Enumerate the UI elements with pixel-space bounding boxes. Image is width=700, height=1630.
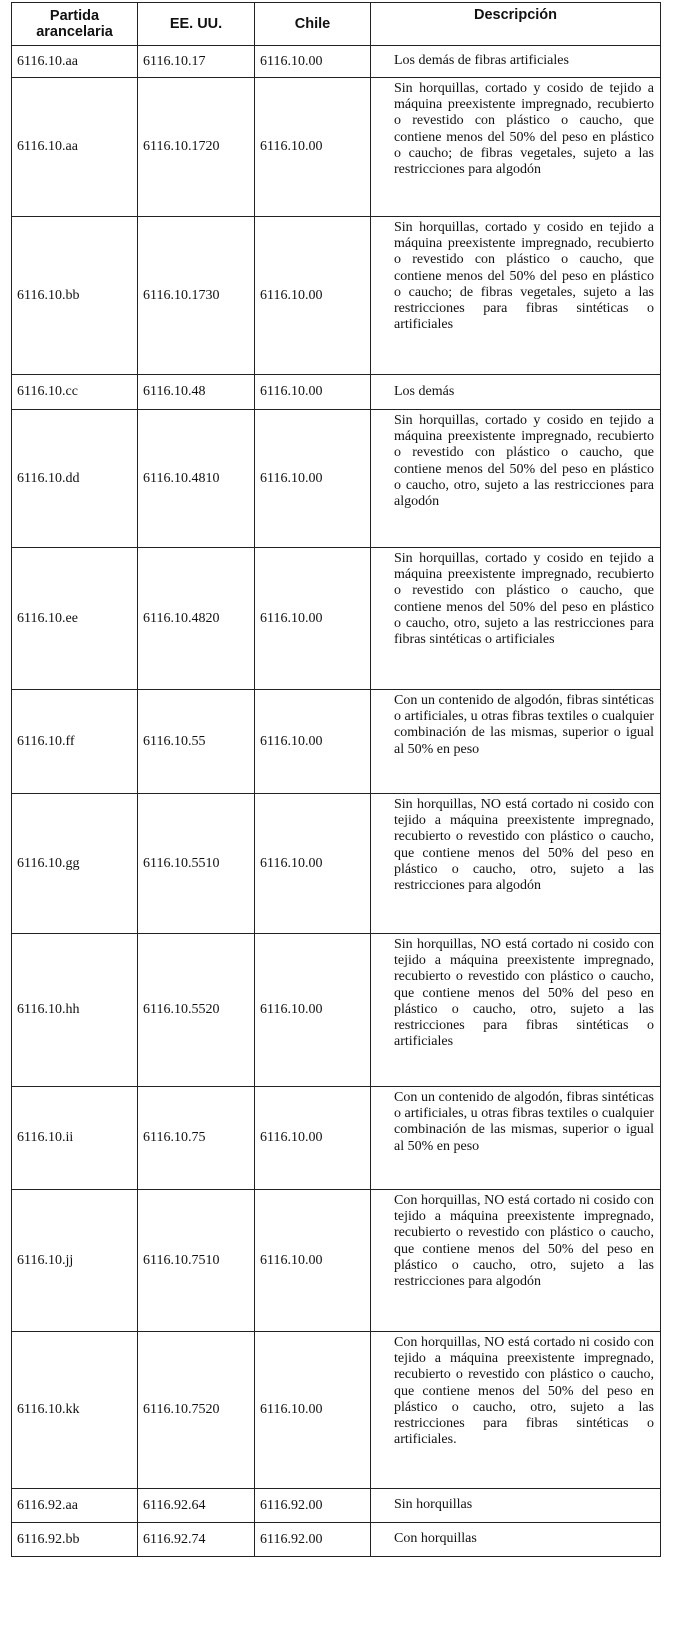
table-row <box>12 46 661 78</box>
cell-partida: 6116.92.bb <box>12 1523 138 1557</box>
cell-chile: 6116.10.00 <box>255 1190 371 1332</box>
cell-us: 6116.10.17 <box>138 46 255 78</box>
table-row <box>12 1332 661 1489</box>
cell-descripcion: Sin horquillas, cortado y cosido en tejido a máquina preexistente impregnado, recubierto o revestido con plástico o caucho, que contiene menos del 50% del peso en plástico o caucho, otro, sujeto a las restricciones para algodón <box>371 410 661 548</box>
cell-us: 6116.10.1720 <box>138 78 255 217</box>
table-row <box>12 410 661 548</box>
header-partida: Partida arancelaria <box>12 3 138 46</box>
header-chile: Chile <box>255 3 371 46</box>
table-row <box>12 78 661 217</box>
cell-descripcion: Con un contenido de algodón, fibras sintéticas o artificiales, u otras fibras textiles o cualquier combinación de las mismas, superior o igual al 50% en peso <box>371 1087 661 1190</box>
cell-chile: 6116.10.00 <box>255 1087 371 1190</box>
cell-partida: 6116.10.ff <box>12 690 138 794</box>
cell-chile: 6116.92.00 <box>255 1489 371 1523</box>
cell-descripcion: Sin horquillas, NO está cortado ni cosido con tejido a máquina preexistente impregnado, recubierto o revestido con plástico o caucho, que contiene menos del 50% del peso en plástico o caucho, otro, sujeto a las restricciones para fibras sintéticas o artificiales <box>371 934 661 1087</box>
cell-us: 6116.10.55 <box>138 690 255 794</box>
header-us: EE. UU. <box>138 3 255 46</box>
cell-us: 6116.10.48 <box>138 375 255 410</box>
cell-chile: 6116.10.00 <box>255 794 371 934</box>
cell-us: 6116.10.5520 <box>138 934 255 1087</box>
table-row <box>12 934 661 1087</box>
cell-chile: 6116.10.00 <box>255 934 371 1087</box>
table-row <box>12 794 661 934</box>
cell-descripcion: Con horquillas <box>371 1523 661 1557</box>
cell-descripcion: Con un contenido de algodón, fibras sintéticas o artificiales, u otras fibras textiles o cualquier combinación de las mismas, superior o igual al 50% en peso <box>371 690 661 794</box>
cell-chile: 6116.10.00 <box>255 690 371 794</box>
cell-us: 6116.10.7510 <box>138 1190 255 1332</box>
cell-partida: 6116.10.jj <box>12 1190 138 1332</box>
cell-chile: 6116.10.00 <box>255 78 371 217</box>
cell-us: 6116.10.4820 <box>138 548 255 690</box>
cell-chile: 6116.10.00 <box>255 548 371 690</box>
cell-descripcion: Con horquillas, NO está cortado ni cosido con tejido a máquina preexistente impregnado, recubierto o revestido con plástico o caucho, que contiene menos del 50% del peso en plástico o caucho, otro, sujeto a las restricciones para fibras sintéticas o artificiales. <box>371 1332 661 1489</box>
cell-chile: 6116.10.00 <box>255 46 371 78</box>
table-row <box>12 375 661 410</box>
cell-partida: 6116.10.ee <box>12 548 138 690</box>
cell-descripcion: Con horquillas, NO está cortado ni cosido con tejido a máquina preexistente impregnado, recubierto o revestido con plástico o caucho, que contiene menos del 50% del peso en plástico o caucho, otro, sujeto a las restricciones para algodón <box>371 1190 661 1332</box>
table-row <box>12 690 661 794</box>
cell-descripcion: Sin horquillas, cortado y cosido en tejido a máquina preexistente impregnado, recubierto o revestido con plástico o caucho, que contiene menos del 50% del peso en plástico o caucho; de fibras vegetales, sujeto a las restricciones para fibras sintéticas o artificiales <box>371 217 661 375</box>
cell-us: 6116.10.4810 <box>138 410 255 548</box>
cell-descripcion: Los demás de fibras artificiales <box>371 46 661 78</box>
cell-partida: 6116.10.kk <box>12 1332 138 1489</box>
cell-partida: 6116.10.hh <box>12 934 138 1087</box>
table-row <box>12 1523 661 1557</box>
cell-partida: 6116.10.gg <box>12 794 138 934</box>
cell-partida: 6116.10.aa <box>12 78 138 217</box>
cell-descripcion: Sin horquillas, NO está cortado ni cosido con tejido a máquina preexistente impregnado, recubierto o revestido con plástico o caucho, que contiene menos del 50% del peso en plástico o caucho, otro, sujeto a las restricciones para algodón <box>371 794 661 934</box>
cell-chile: 6116.10.00 <box>255 410 371 548</box>
table-row <box>12 217 661 375</box>
cell-descripcion: Los demás <box>371 375 661 410</box>
table-row <box>12 1489 661 1523</box>
cell-us: 6116.92.64 <box>138 1489 255 1523</box>
cell-chile: 6116.10.00 <box>255 217 371 375</box>
cell-us: 6116.10.75 <box>138 1087 255 1190</box>
cell-chile: 6116.10.00 <box>255 1332 371 1489</box>
cell-partida: 6116.92.aa <box>12 1489 138 1523</box>
table-header-row <box>12 3 661 46</box>
cell-chile: 6116.92.00 <box>255 1523 371 1557</box>
header-descripcion: Descripción <box>371 3 661 46</box>
cell-partida: 6116.10.ii <box>12 1087 138 1190</box>
cell-us: 6116.10.7520 <box>138 1332 255 1489</box>
cell-descripcion: Sin horquillas, cortado y cosido de tejido a máquina preexistente impregnado, recubierto o revestido con plástico o caucho, que contiene menos del 50% del peso en plástico o caucho; de fibras vegetales, sujeto a las restricciones para algodón <box>371 78 661 217</box>
document-page <box>11 2 661 1557</box>
cell-partida: 6116.10.dd <box>12 410 138 548</box>
cell-partida: 6116.10.aa <box>12 46 138 78</box>
cell-descripcion: Sin horquillas, cortado y cosido en tejido a máquina preexistente impregnado, recubierto o revestido con plástico o caucho, que contiene menos del 50% del peso en plástico o caucho, otro, sujeto a las restricciones para fibras sintéticas o artificiales <box>371 548 661 690</box>
table-row <box>12 548 661 690</box>
table-row <box>12 1087 661 1190</box>
cell-descripcion: Sin horquillas <box>371 1489 661 1523</box>
cell-partida: 6116.10.cc <box>12 375 138 410</box>
cell-us: 6116.10.1730 <box>138 217 255 375</box>
cell-chile: 6116.10.00 <box>255 375 371 410</box>
cell-us: 6116.10.5510 <box>138 794 255 934</box>
cell-us: 6116.92.74 <box>138 1523 255 1557</box>
tariff-table <box>11 2 661 1557</box>
table-row <box>12 1190 661 1332</box>
cell-partida: 6116.10.bb <box>12 217 138 375</box>
